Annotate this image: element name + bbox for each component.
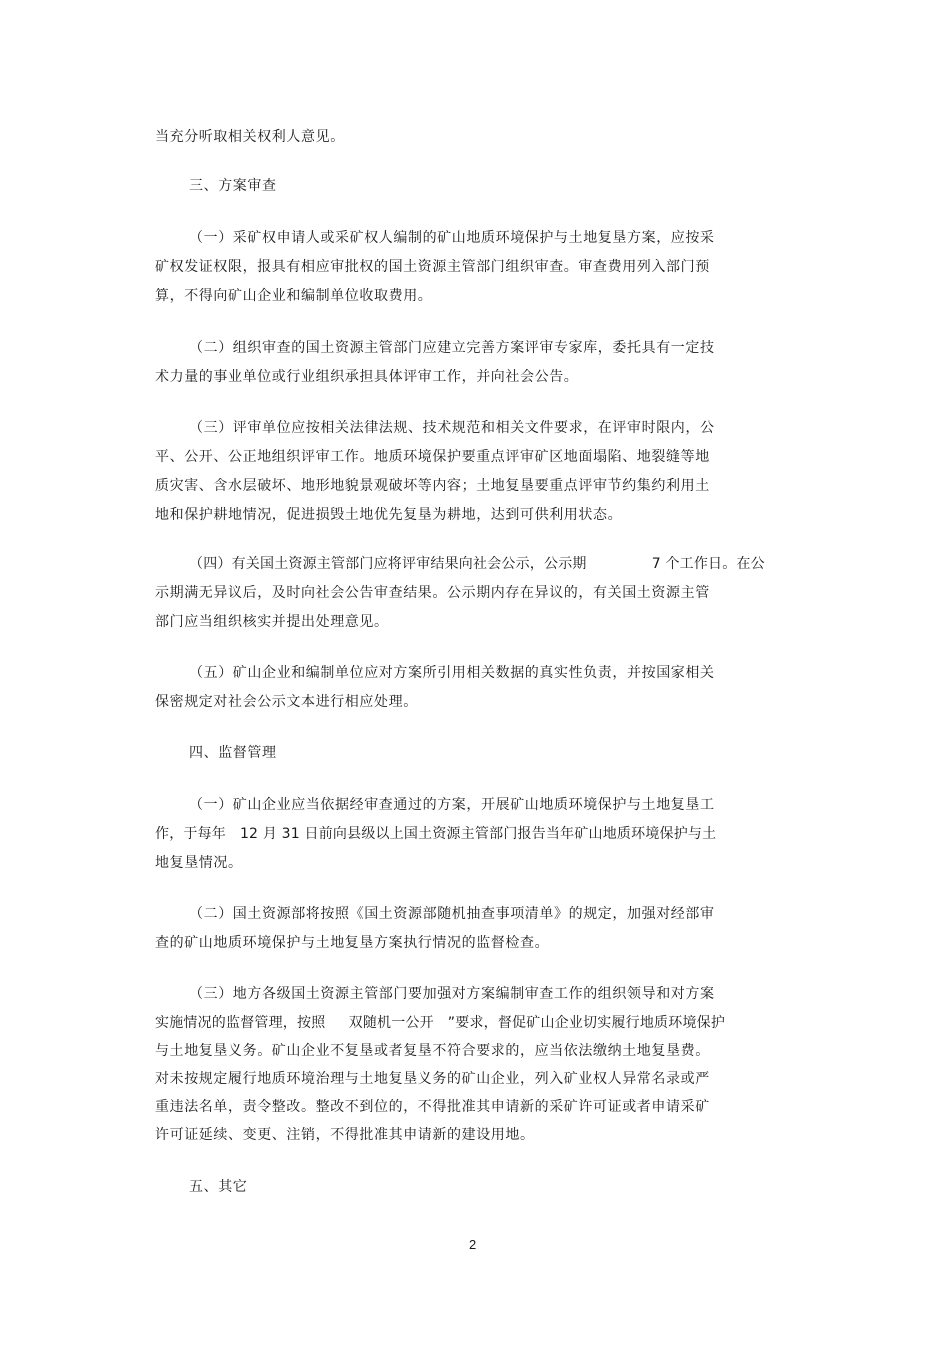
text-line: 实施情况的监督管理，按照 双随机一公开 ”要求，督促矿山企业切实履行地质环境保护 <box>155 1015 726 1031</box>
text-line: 平、公开、公正地组织评审工作。地质环境保护要重点评审矿区地面塌陷、地裂缝等地 <box>155 449 710 465</box>
text-line: （四）有关国土资源主管部门应将评审结果向社会公示，公示期 7 个工作日。在公 <box>189 556 765 572</box>
text-line: 查的矿山地质环境保护与土地复垦方案执行情况的监督检查。 <box>155 935 550 951</box>
text-line: （二）组织审查的国土资源主管部门应建立完善方案评审专家库，委托具有一定技 <box>189 340 715 356</box>
text-line: （三）评审单位应按相关法律法规、技术规范和相关文件要求，在评审时限内，公 <box>189 420 715 436</box>
section-heading: 四、监督管理 <box>189 745 277 761</box>
text-line: 保密规定对社会公示文本进行相应处理。 <box>155 694 418 710</box>
text-line: 示期满无异议后，及时向社会公告审查结果。公示期内存在异议的，有关国土资源主管 <box>155 585 710 601</box>
text-line: 作，于每年 12 月 31 日前向县级以上国土资源主管部门报告当年矿山地质环境保护与土 <box>155 826 717 842</box>
section-heading: 三、方案审查 <box>189 178 277 194</box>
text-line: （三）地方各级国土资源主管部门要加强对方案编制审查工作的组织领导和对方案 <box>189 986 715 1002</box>
text-line: 算，不得向矿山企业和编制单位收取费用。 <box>155 288 433 304</box>
text-line: 矿权发证权限，报具有相应审批权的国土资源主管部门组织审查。审查费用列入部门预 <box>155 259 710 275</box>
text-line: （一）矿山企业应当依据经审查通过的方案，开展矿山地质环境保护与土地复垦工 <box>189 797 715 813</box>
page-number: 2 <box>469 1237 477 1252</box>
text-line: 与土地复垦义务。矿山企业不复垦或者复垦不符合要求的，应当依法缴纳土地复垦费。 <box>155 1043 710 1059</box>
text-line: （五）矿山企业和编制单位应对方案所引用相关数据的真实性负责，并按国家相关 <box>189 665 715 681</box>
text-line: 部门应当组织核实并提出处理意见。 <box>155 614 389 630</box>
text-line: （一）采矿权申请人或采矿权人编制的矿山地质环境保护与土地复垦方案，应按采 <box>189 230 715 246</box>
text-line: 地和保护耕地情况，促进损毁土地优先复垦为耕地，达到可供利用状态。 <box>155 507 623 523</box>
text-line: （二）国土资源部将按照《国土资源部随机抽查事项清单》的规定，加强对经部审 <box>189 906 715 922</box>
text-line: 对未按规定履行地质环境治理与土地复垦义务的矿山企业，列入矿业权人异常名录或严 <box>155 1071 710 1087</box>
section-heading: 五、其它 <box>189 1179 248 1195</box>
text-line: 重违法名单，责令整改。整改不到位的，不得批准其申请新的采矿许可证或者申请采矿 <box>155 1099 710 1115</box>
text-line: 质灾害、含水层破坏、地形地貌景观破坏等内容；土地复垦要重点评审节约集约利用土 <box>155 478 710 494</box>
text-line: 地复垦情况。 <box>155 855 243 871</box>
text-line: 许可证延续、变更、注销，不得批准其申请新的建设用地。 <box>155 1127 535 1143</box>
text-line: 术力量的事业单位或行业组织承担具体评审工作，并向社会公告。 <box>155 369 579 385</box>
text-line: 当充分听取相关权利人意见。 <box>155 129 345 145</box>
